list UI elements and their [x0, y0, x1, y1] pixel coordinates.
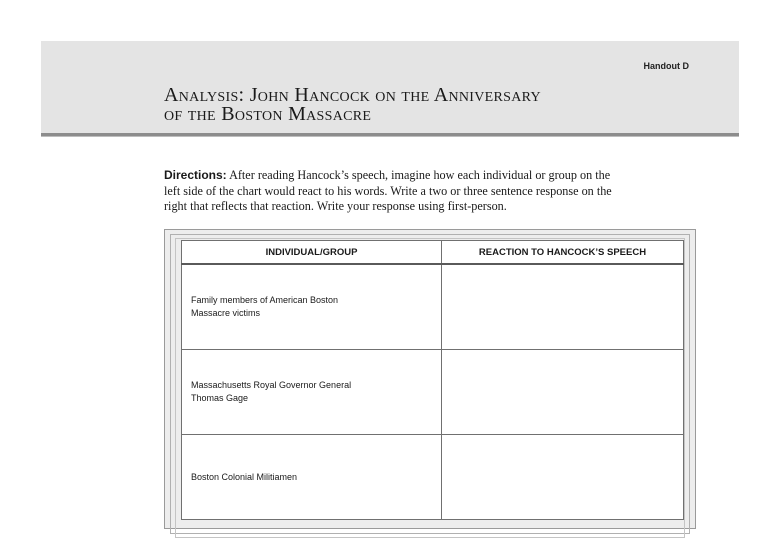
handout-label: Handout D	[643, 61, 689, 71]
group-label: Massachusetts Royal Governor General Thomas Gage	[191, 380, 352, 403]
column-header-reaction: REACTION TO HANCOCK’S SPEECH	[442, 241, 684, 265]
table-row	[182, 435, 684, 520]
group-label: Family members of American Boston Massacre victims	[191, 295, 339, 318]
title-line-1: Analysis: John Hancock on the Anniversary	[164, 84, 541, 106]
reaction-cell[interactable]	[442, 350, 684, 435]
reaction-chart	[181, 240, 684, 520]
table-row	[182, 350, 684, 435]
directions-lead: Directions:	[164, 168, 227, 182]
group-label: Boston Colonial Militiamen	[191, 471, 298, 482]
page-title	[164, 86, 684, 124]
column-header-group: INDIVIDUAL/GROUP	[182, 241, 442, 265]
chart-header-row	[182, 241, 684, 265]
directions-text: After reading Hancock’s speech, imagine how each individual or group on the left side of the chart would react to his words. Write a two or three sentence response on the right that reflects that reaction. Write your response using first-person.	[164, 168, 612, 213]
reaction-cell[interactable]	[442, 264, 684, 350]
reaction-cell[interactable]	[442, 435, 684, 520]
title-line-2: of the Boston Massacre	[164, 103, 372, 125]
group-cell	[182, 435, 442, 520]
directions	[164, 168, 624, 215]
group-cell	[182, 264, 442, 350]
group-cell	[182, 350, 442, 435]
table-row	[182, 264, 684, 350]
